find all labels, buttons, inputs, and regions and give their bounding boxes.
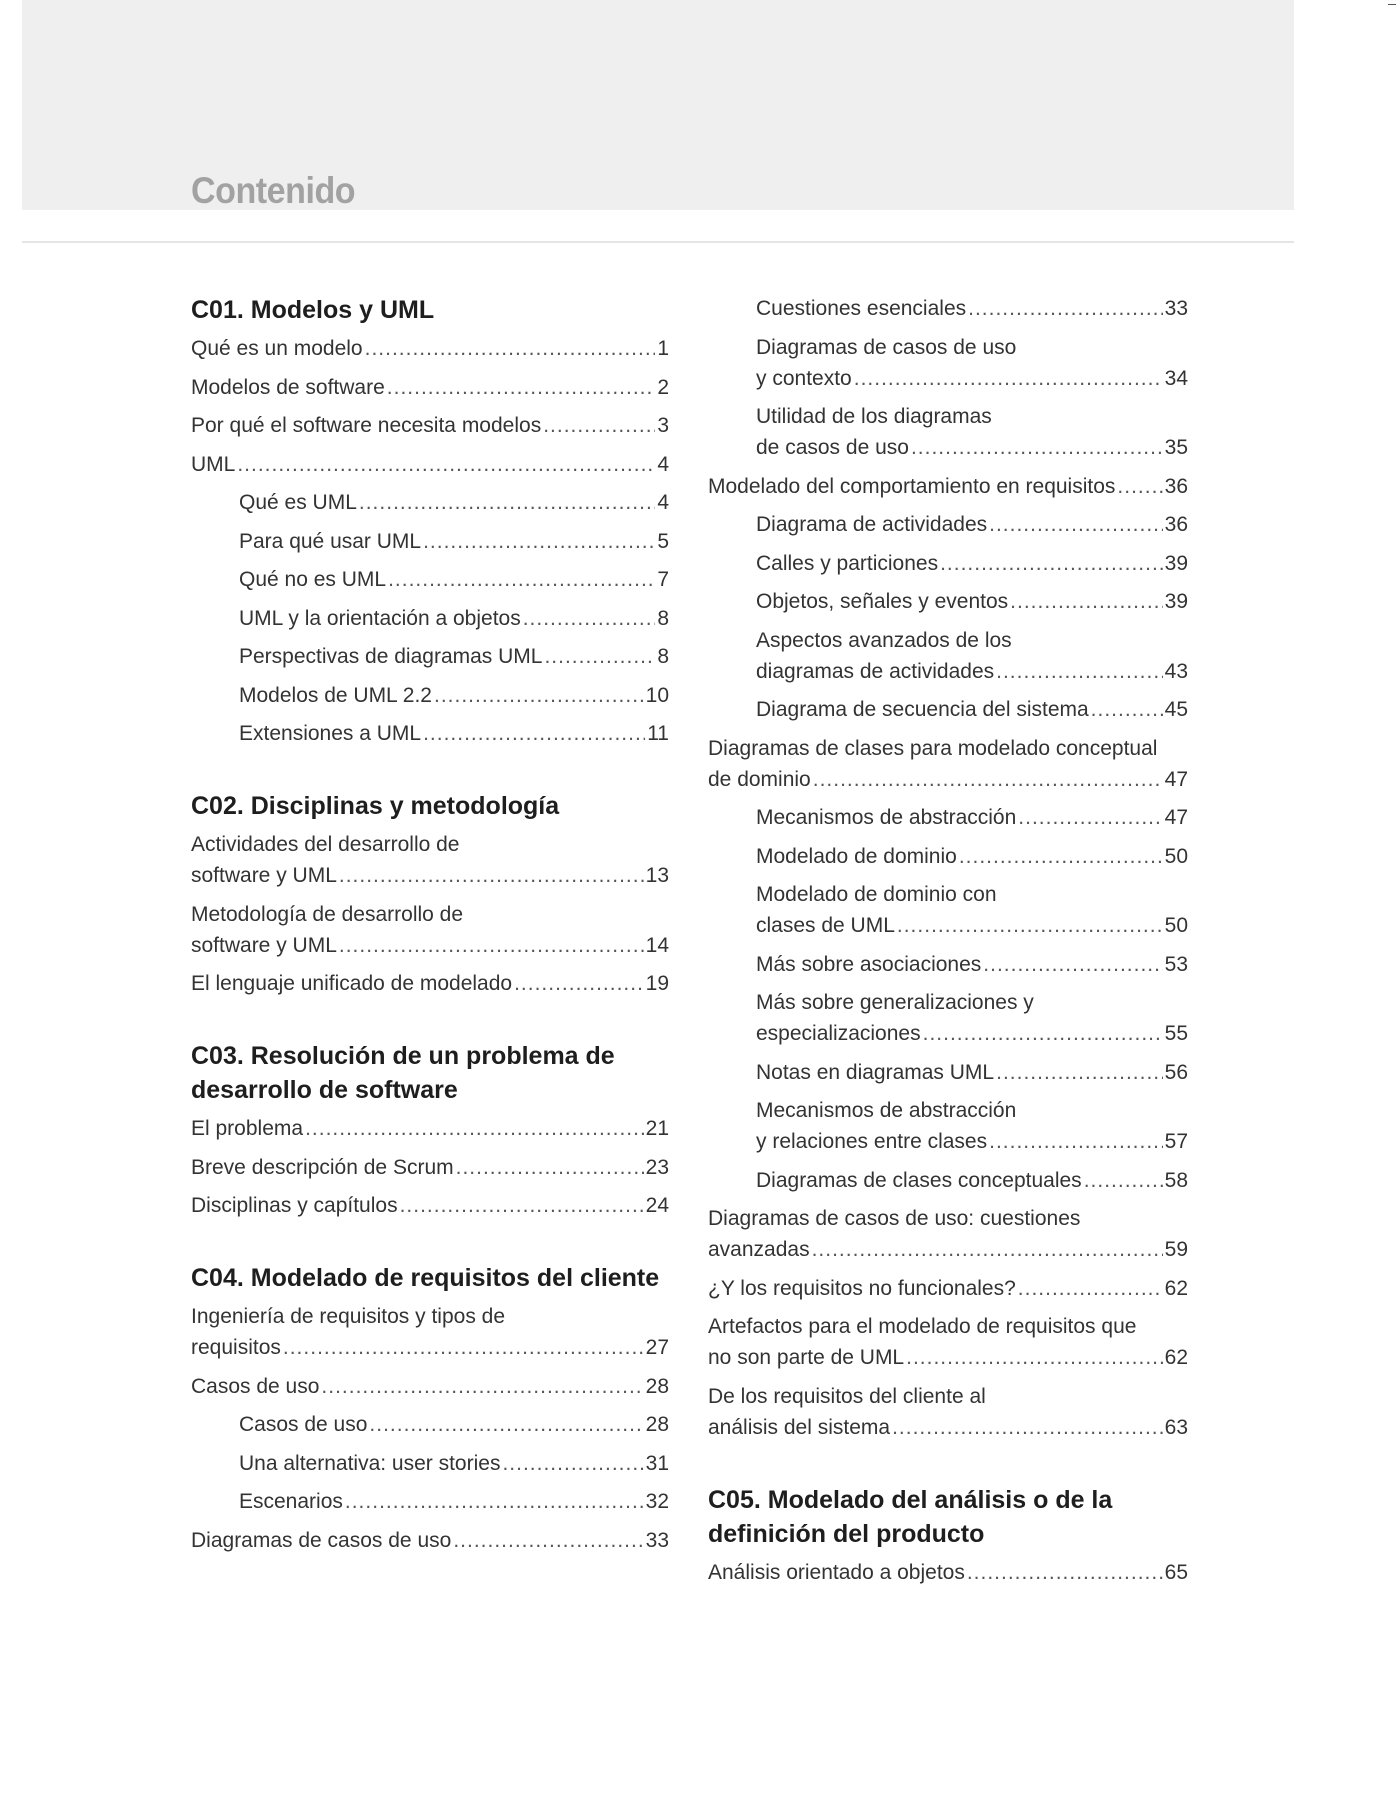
dot-leader bbox=[359, 487, 655, 518]
toc-subentry[interactable] bbox=[708, 293, 1188, 324]
page-number: 32 bbox=[645, 1490, 669, 1513]
entry-title: Artefactos para el modelado de requisitos que bbox=[708, 1315, 1137, 1338]
toc-entry[interactable] bbox=[191, 1113, 669, 1144]
page-number: 62 bbox=[1164, 1276, 1188, 1300]
chapter-heading bbox=[708, 1483, 1188, 1551]
dot-leader bbox=[989, 509, 1163, 540]
entry-title: Objetos, señales y eventos bbox=[756, 590, 1009, 613]
dot-leader bbox=[423, 718, 645, 749]
page-number: 13 bbox=[645, 864, 669, 887]
dot-leader bbox=[369, 1409, 643, 1440]
entry-title: Utilidad de los diagramas bbox=[756, 405, 992, 428]
entry-title: software y UML bbox=[191, 864, 337, 887]
toc-subentry[interactable] bbox=[191, 564, 669, 595]
entry-title: Ingeniería de requisitos y tipos de bbox=[191, 1305, 506, 1328]
toc-subentry[interactable] bbox=[191, 641, 669, 672]
entry-title: Diagramas de casos de uso: cuestiones bbox=[708, 1207, 1081, 1230]
entry-title: no son parte de UML bbox=[708, 1346, 905, 1369]
entry-title: UML y la orientación a objetos bbox=[239, 606, 521, 630]
dot-leader bbox=[911, 432, 1163, 463]
page-number: 36 bbox=[1164, 474, 1188, 498]
entry-title: El problema bbox=[191, 1117, 304, 1140]
entry-title: UML bbox=[191, 452, 236, 476]
dot-leader bbox=[453, 1525, 643, 1556]
entry-title: y relaciones entre clases bbox=[756, 1130, 988, 1153]
page-number: 43 bbox=[1164, 659, 1188, 683]
page-number: 4 bbox=[657, 491, 669, 514]
chapter-heading bbox=[191, 1039, 669, 1107]
entry-title: especializaciones bbox=[756, 1022, 921, 1045]
entry-title: software y UML bbox=[191, 933, 337, 957]
chapter-heading bbox=[191, 789, 669, 823]
toc-subentry[interactable] bbox=[708, 1057, 1188, 1088]
page-number: 45 bbox=[1164, 698, 1188, 721]
entry-title: clases de UML bbox=[756, 914, 895, 937]
toc-entry[interactable] bbox=[191, 333, 669, 364]
entry-title: Diagramas de casos de uso bbox=[191, 1528, 452, 1552]
toc-entry[interactable] bbox=[191, 1190, 669, 1221]
entry-title: Aspectos avanzados de los bbox=[756, 628, 1012, 652]
page-number: 8 bbox=[657, 606, 669, 630]
dot-leader bbox=[1018, 1273, 1163, 1304]
page-title: Contenido bbox=[191, 170, 356, 211]
toc-subentry[interactable] bbox=[708, 509, 1188, 540]
entry-title: Notas en diagramas UML bbox=[756, 1060, 995, 1084]
dot-leader bbox=[523, 603, 656, 634]
page-number: 59 bbox=[1164, 1238, 1188, 1261]
page-number: 2 bbox=[657, 375, 669, 399]
dot-leader bbox=[543, 410, 655, 441]
entry-title: Diagramas de clases para modelado conceptual bbox=[708, 736, 1158, 760]
entry-title: Extensiones a UML bbox=[239, 722, 422, 745]
chapter-heading-line: C01. Modelos y UML bbox=[191, 296, 435, 324]
entry-title: Actividades del desarrollo de bbox=[191, 833, 460, 856]
entry-title: Qué es un modelo bbox=[191, 337, 363, 360]
toc-entry[interactable] bbox=[191, 1152, 669, 1183]
entry-title: Modelado de dominio con bbox=[756, 883, 997, 906]
entry-title: Diagrama de actividades bbox=[756, 513, 988, 536]
toc-subentry[interactable] bbox=[191, 487, 669, 518]
toc-entry[interactable] bbox=[191, 1371, 669, 1402]
dot-leader bbox=[959, 841, 1163, 872]
dot-leader bbox=[996, 1057, 1163, 1088]
entry-title: Para qué usar UML bbox=[239, 529, 422, 553]
toc-right-column bbox=[708, 293, 1188, 1595]
dot-leader bbox=[339, 930, 644, 961]
entry-title: Modelado de dominio bbox=[756, 844, 957, 868]
dot-leader bbox=[989, 1126, 1163, 1157]
toc-entry[interactable] bbox=[191, 372, 669, 403]
page-number: 31 bbox=[645, 1451, 669, 1475]
page-number: 36 bbox=[1164, 513, 1188, 536]
entry-title: de dominio bbox=[708, 767, 811, 791]
entry-title: Modelado del comportamiento en requisitos bbox=[708, 474, 1116, 498]
chapter-heading-line: C02. Disciplinas y metodología bbox=[191, 792, 560, 820]
entry-title: Breve descripción de Scrum bbox=[191, 1155, 454, 1179]
page-number: 21 bbox=[645, 1117, 669, 1140]
page-number: 35 bbox=[1164, 436, 1188, 459]
entry-title: Disciplinas y capítulos bbox=[191, 1194, 398, 1217]
entry-title: Perspectivas de diagramas UML bbox=[239, 645, 543, 668]
entry-title: Diagramas de casos de uso bbox=[756, 335, 1017, 359]
toc-entry[interactable] bbox=[191, 410, 669, 441]
toc-subentry[interactable] bbox=[708, 949, 1188, 980]
entry-title: Modelos de UML 2.2 bbox=[239, 683, 432, 707]
toc-entry[interactable] bbox=[191, 449, 669, 480]
dot-leader bbox=[400, 1190, 644, 1221]
entry-title: Más sobre generalizaciones y bbox=[756, 991, 1034, 1014]
dot-leader bbox=[237, 449, 655, 480]
dot-leader bbox=[339, 860, 644, 891]
chapter-heading bbox=[191, 1261, 669, 1295]
chapter-heading-line: C04. Modelado de requisitos del cliente bbox=[191, 1264, 660, 1292]
page-number: 39 bbox=[1164, 590, 1188, 613]
page-number: 50 bbox=[1164, 914, 1188, 937]
dot-leader bbox=[1084, 1165, 1163, 1196]
page-number: 34 bbox=[1164, 366, 1188, 390]
page-number: 56 bbox=[1164, 1060, 1188, 1084]
dot-leader bbox=[387, 372, 656, 403]
dot-leader bbox=[434, 680, 644, 711]
entry-title: Casos de uso bbox=[191, 1374, 320, 1398]
chapter-heading bbox=[191, 293, 669, 327]
toc-subentry[interactable] bbox=[708, 548, 1188, 579]
page-number: 62 bbox=[1164, 1346, 1188, 1369]
dot-leader bbox=[940, 548, 1163, 579]
page-number: 4 bbox=[657, 452, 669, 476]
toc-subentry[interactable] bbox=[191, 1486, 669, 1517]
dot-leader bbox=[897, 910, 1163, 941]
toc-subentry[interactable] bbox=[708, 987, 1188, 1049]
toc-subentry[interactable] bbox=[708, 586, 1188, 617]
page-number: 10 bbox=[645, 683, 669, 707]
dot-leader bbox=[854, 363, 1163, 394]
chapter-heading-line: C03. Resolución de un problema de bbox=[191, 1042, 615, 1070]
toc-entry[interactable] bbox=[708, 1203, 1188, 1265]
page-number: 28 bbox=[645, 1374, 669, 1398]
toc-entry[interactable] bbox=[708, 1557, 1188, 1588]
page-number: 47 bbox=[1164, 767, 1188, 791]
entry-title: Mecanismos de abstracción bbox=[756, 806, 1017, 829]
dot-leader bbox=[892, 1412, 1163, 1443]
toc-entry[interactable] bbox=[191, 968, 669, 999]
toc-subentry[interactable] bbox=[708, 841, 1188, 872]
entry-title: Una alternativa: user stories bbox=[239, 1451, 501, 1475]
page-number: 19 bbox=[645, 972, 669, 995]
page-number: 11 bbox=[647, 722, 669, 745]
dot-leader bbox=[423, 526, 655, 557]
dot-leader bbox=[1091, 694, 1163, 725]
entry-title: Modelos de software bbox=[191, 375, 385, 399]
entry-title: requisitos bbox=[191, 1336, 281, 1359]
entry-title: avanzadas bbox=[708, 1238, 810, 1261]
page-number: 8 bbox=[657, 645, 669, 668]
toc-subentry[interactable] bbox=[191, 1409, 669, 1440]
page-number: 5 bbox=[657, 529, 669, 553]
entry-title: Casos de uso bbox=[239, 1413, 368, 1436]
entry-title: Más sobre asociaciones bbox=[756, 952, 982, 976]
dot-leader bbox=[812, 1234, 1163, 1265]
dot-leader bbox=[502, 1448, 643, 1479]
entry-title: diagramas de actividades bbox=[756, 659, 995, 683]
entry-title: Calles y particiones bbox=[756, 551, 939, 575]
page-number: 63 bbox=[1164, 1415, 1188, 1439]
header-divider bbox=[22, 241, 1294, 243]
entry-title: Por qué el software necesita modelos bbox=[191, 414, 542, 437]
dot-leader bbox=[967, 1557, 1163, 1588]
dot-leader bbox=[996, 656, 1163, 687]
page-number: 50 bbox=[1164, 844, 1188, 868]
entry-title: ¿Y los requisitos no funcionales? bbox=[708, 1276, 1016, 1300]
dot-leader bbox=[923, 1018, 1163, 1049]
entry-title: de casos de uso bbox=[756, 436, 909, 459]
page-number: 3 bbox=[657, 414, 669, 437]
dot-leader bbox=[388, 564, 655, 595]
toc-subentry[interactable] bbox=[708, 879, 1188, 941]
toc-subentry[interactable] bbox=[708, 625, 1188, 687]
dot-leader bbox=[365, 333, 656, 364]
page-number: 47 bbox=[1164, 806, 1188, 829]
toc-subentry[interactable] bbox=[708, 1165, 1188, 1196]
page-number: 23 bbox=[645, 1155, 669, 1179]
entry-title: Qué es UML bbox=[239, 491, 357, 514]
dot-leader bbox=[305, 1113, 644, 1144]
toc-entry[interactable] bbox=[708, 1381, 1188, 1443]
toc-subentry[interactable] bbox=[708, 1095, 1188, 1157]
page-number: 27 bbox=[645, 1336, 669, 1359]
page-number: 58 bbox=[1164, 1168, 1188, 1192]
dot-leader bbox=[906, 1342, 1163, 1373]
entry-title: El lenguaje unificado de modelado bbox=[191, 972, 513, 995]
entry-title: De los requisitos del cliente al bbox=[708, 1384, 986, 1408]
toc-entry[interactable] bbox=[708, 1311, 1188, 1373]
entry-title: Diagrama de secuencia del sistema bbox=[756, 698, 1089, 721]
dot-leader bbox=[1117, 471, 1162, 502]
page-number: 33 bbox=[645, 1528, 669, 1552]
dot-leader bbox=[514, 968, 644, 999]
entry-title: Análisis orientado a objetos bbox=[708, 1560, 965, 1584]
dot-leader bbox=[1018, 802, 1162, 833]
entry-title: Diagramas de clases conceptuales bbox=[756, 1168, 1082, 1192]
dot-leader bbox=[345, 1486, 644, 1517]
toc-subentry[interactable] bbox=[191, 680, 669, 711]
toc-entry[interactable] bbox=[708, 471, 1188, 502]
page-number: 1 bbox=[657, 337, 669, 360]
dot-leader bbox=[544, 641, 655, 672]
dot-leader bbox=[321, 1371, 643, 1402]
toc-entry[interactable] bbox=[191, 1301, 669, 1363]
page-number: 7 bbox=[657, 568, 669, 591]
dot-leader bbox=[283, 1332, 644, 1363]
page-number: 57 bbox=[1164, 1130, 1188, 1153]
entry-title: análisis del sistema bbox=[708, 1415, 891, 1439]
toc-subentry[interactable] bbox=[708, 401, 1188, 463]
chapter-heading-line: definición del producto bbox=[708, 1519, 985, 1548]
chapter-heading-line: C05. Modelado del análisis o de la bbox=[708, 1485, 1113, 1514]
page-number: 53 bbox=[1164, 952, 1188, 976]
page-number: 33 bbox=[1164, 297, 1188, 320]
toc-subentry[interactable] bbox=[708, 694, 1188, 725]
entry-title: Escenarios bbox=[239, 1490, 343, 1513]
dot-leader bbox=[1010, 586, 1162, 617]
page-number: 39 bbox=[1164, 551, 1188, 575]
toc-entry[interactable] bbox=[191, 1525, 669, 1556]
dot-leader bbox=[813, 764, 1163, 795]
page-number: 65 bbox=[1164, 1560, 1188, 1584]
toc-subentry[interactable] bbox=[191, 1448, 669, 1479]
entry-title: y contexto bbox=[756, 366, 852, 390]
toc-subentry[interactable] bbox=[191, 526, 669, 557]
entry-title: Cuestiones esenciales bbox=[756, 297, 967, 320]
page-number: 24 bbox=[645, 1194, 669, 1217]
entry-title: Metodología de desarrollo de bbox=[191, 902, 464, 926]
toc-left-column bbox=[191, 293, 669, 1563]
page-number: 28 bbox=[645, 1413, 669, 1436]
toc-subentry[interactable] bbox=[708, 332, 1188, 394]
chapter-heading-line: desarrollo de software bbox=[191, 1076, 458, 1104]
toc-subentry[interactable] bbox=[191, 718, 669, 749]
toc-subentry[interactable] bbox=[708, 802, 1188, 833]
dot-leader bbox=[983, 949, 1162, 980]
toc-entry[interactable] bbox=[191, 829, 669, 891]
entry-title: Qué no es UML bbox=[239, 568, 387, 591]
page-number: 14 bbox=[645, 933, 669, 957]
toc-entry[interactable] bbox=[708, 733, 1188, 795]
corner-mark bbox=[1388, 4, 1396, 5]
toc-entry[interactable] bbox=[708, 1273, 1188, 1304]
dot-leader bbox=[456, 1152, 644, 1183]
toc-entry[interactable] bbox=[191, 899, 669, 961]
toc-subentry[interactable] bbox=[191, 603, 669, 634]
entry-title: Mecanismos de abstracción bbox=[756, 1099, 1017, 1122]
dot-leader bbox=[968, 293, 1163, 324]
page-number: 55 bbox=[1164, 1022, 1188, 1045]
